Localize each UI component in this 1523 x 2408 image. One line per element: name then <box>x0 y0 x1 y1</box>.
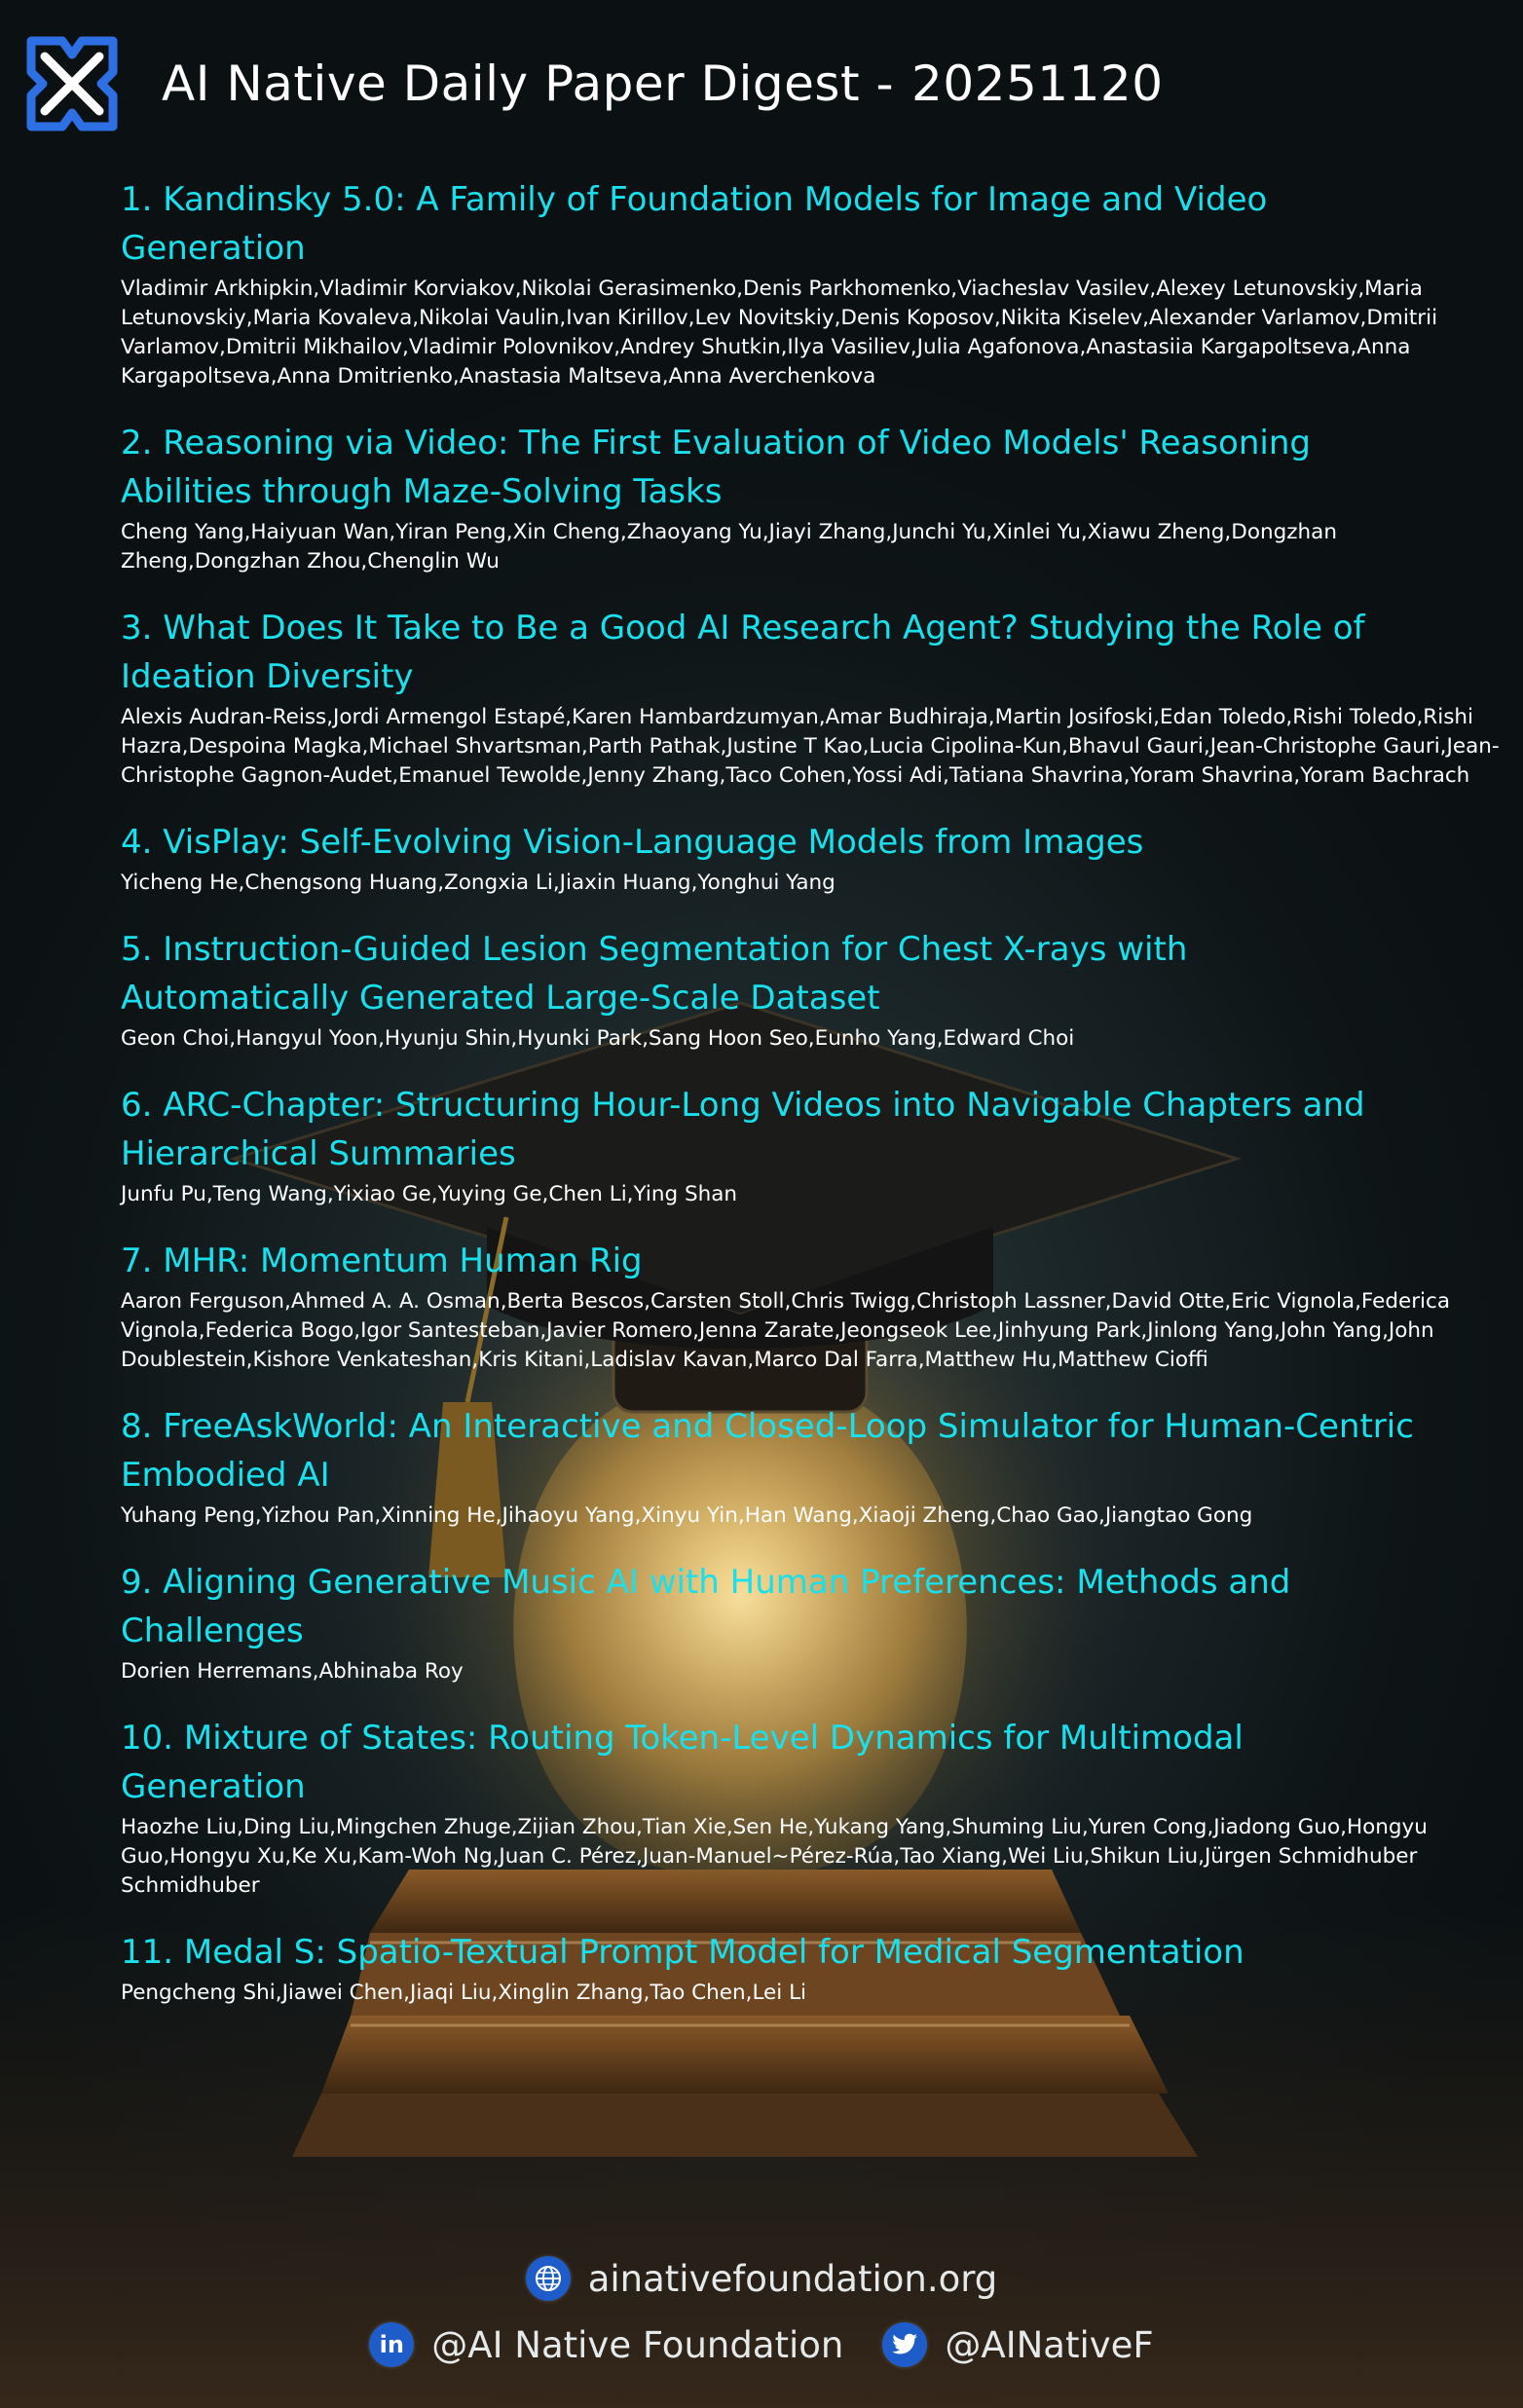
paper-item <box>121 604 1513 791</box>
paper-item <box>121 1714 1513 1901</box>
twitter-icon <box>882 2322 927 2367</box>
website-link[interactable]: ainativefoundation.org <box>587 2257 998 2300</box>
paper-item <box>121 1402 1513 1531</box>
paper-authors: Dorien Herremans,Abhinaba Roy <box>121 1659 464 1684</box>
paper-item <box>121 1237 1513 1375</box>
paper-item <box>121 1558 1513 1686</box>
twitter-link[interactable]: @AINativeF <box>945 2323 1154 2366</box>
paper-authors: Yuhang Peng,Yizhou Pan,Xinning He,Jihaoyu Yang,Xinyu Yin,Han Wang,Xiaoji Zheng,Chao Gao,Jiangtao Gong <box>121 1503 1253 1528</box>
paper-title[interactable]: 10. Mixture of States: Routing Token-Level Dynamics for Multimodal Generation <box>121 1719 1244 1806</box>
paper-title[interactable]: 3. What Does It Take to Be a Good AI Research Agent? Studying the Role of Ideation Diversity <box>121 609 1365 696</box>
title-date: 20251120 <box>911 56 1164 112</box>
paper-authors: Vladimir Arkhipkin,Vladimir Korviakov,Nikolai Gerasimenko,Denis Parkhomenko,Viacheslav Vasilev,Alexey Letunovskiy,Maria Letunovskiy,Maria Kovaleva,Nikolai Vaulin,Ivan Kirillov,Lev Novitskiy,Denis Koposov,Nikita Kiselev,Alexander Varlamov,Dmitrii Varlamov,Dmitrii Mikhailov,Vladimir Polovnikov,Andrey Shutkin,Ilya Vasiliev,Julia Agafonova,Anastasiia Kargapoltseva,Anna Kargapoltseva,Anna Dmitrienko,Anastasia Maltseva,Anna Averchenkova <box>121 277 1438 389</box>
paper-title[interactable]: 8. FreeAskWorld: An Interactive and Closed-Loop Simulator for Human-Centric Embodied AI <box>121 1407 1414 1495</box>
paper-item <box>121 419 1513 576</box>
footer-social-row <box>0 2315 1523 2374</box>
paper-item <box>121 925 1513 1054</box>
paper-authors: Haozhe Liu,Ding Liu,Mingchen Zhuge,Zijian Zhou,Tian Xie,Sen He,Yukang Yang,Shuming Liu,Yuren Cong,Jiadong Guo,Hongyu Guo,Hongyu Xu,Ke Xu,Kam-Woh Ng,Juan C. Pérez,Juan-Manuel~Pérez-Rúa,Tao Xiang,Wei Liu,Shikun Liu,Jürgen Schmidhuber Schmidhuber <box>121 1815 1428 1898</box>
linkedin-icon: in <box>369 2322 414 2367</box>
paper-title[interactable]: 11. Medal S: Spatio-Textual Prompt Model for Medical Segmentation <box>121 1933 1244 1972</box>
paper-item <box>121 818 1513 898</box>
paper-title[interactable]: 4. VisPlay: Self-Evolving Vision-Language Models from Images <box>121 823 1144 862</box>
paper-item <box>121 1081 1513 1209</box>
paper-authors: Geon Choi,Hangyul Yoon,Hyunju Shin,Hyunki Park,Sang Hoon Seo,Eunho Yang,Edward Choi <box>121 1026 1075 1051</box>
title-text: AI Native Daily Paper Digest - <box>162 56 895 112</box>
paper-authors: Alexis Audran-Reiss,Jordi Armengol Estapé,Karen Hambardzumyan,Amar Budhiraja,Martin Josifoski,Edan Toledo,Rishi Toledo,Rishi Hazra,Despoina Magka,Michael Shvartsman,Parth Pathak,Justine T Kao,Lucia Cipolina-Kun,Bhavul Gauri,Jean-Christophe Gauri,Jean-Christophe Gagnon-Audet,Emanuel Tewolde,Jenny Zhang,Taco Cohen,Yossi Adi,Tatiana Shavrina,Yoram Shavrina,Yoram Bachrach <box>121 705 1500 788</box>
paper-authors: Cheng Yang,Haiyuan Wan,Yiran Peng,Xin Cheng,Zhaoyang Yu,Jiayi Zhang,Junchi Yu,Xinlei Yu,Xiawu Zheng,Dongzhan Zheng,Dongzhan Zhou,Chenglin Wu <box>121 520 1337 574</box>
linkedin-link[interactable]: @AI Native Foundation <box>431 2323 844 2366</box>
paper-title[interactable]: 2. Reasoning via Video: The First Evaluation of Video Models' Reasoning Abilities through Maze-Solving Tasks <box>121 424 1311 511</box>
paper-title[interactable]: 7. MHR: Momentum Human Rig <box>121 1241 643 1280</box>
header <box>23 35 1164 132</box>
paper-authors: Aaron Ferguson,Ahmed A. A. Osman,Berta Bescos,Carsten Stoll,Chris Twigg,Christoph Lassner,David Otte,Eric Vignola,Federica Vignola,Federica Bogo,Igor Santesteban,Javier Romero,Jenna Zarate,Jeongseok Lee,Jinhyung Park,Jinlong Yang,John Yang,John Doublestein,Kishore Venkateshan,Kris Kitani,Ladislav Kavan,Marco Dal Farra,Matthew Hu,Matthew Cioffi <box>121 1289 1451 1372</box>
paper-title[interactable]: 9. Aligning Generative Music AI with Human Preferences: Methods and Challenges <box>121 1563 1291 1650</box>
x-logo-icon <box>23 35 121 132</box>
globe-icon <box>526 2256 571 2301</box>
paper-authors: Pengcheng Shi,Jiawei Chen,Jiaqi Liu,Xinglin Zhang,Tao Chen,Lei Li <box>121 1981 807 2005</box>
footer-website-row <box>0 2249 1523 2308</box>
page-title <box>162 56 1164 112</box>
paper-authors: Yicheng He,Chengsong Huang,Zongxia Li,Jiaxin Huang,Yonghui Yang <box>121 871 836 895</box>
footer <box>0 2249 1523 2374</box>
paper-item <box>121 1928 1513 2008</box>
paper-title[interactable]: 5. Instruction-Guided Lesion Segmentation for Chest X-rays with Automatically Generated Large-Scale Dataset <box>121 930 1188 1018</box>
paper-title[interactable]: 1. Kandinsky 5.0: A Family of Foundation Models for Image and Video Generation <box>121 180 1268 268</box>
paper-authors: Junfu Pu,Teng Wang,Yixiao Ge,Yuying Ge,Chen Li,Ying Shan <box>121 1182 738 1206</box>
paper-title[interactable]: 6. ARC-Chapter: Structuring Hour-Long Videos into Navigable Chapters and Hierarchical Summaries <box>121 1086 1365 1173</box>
paper-list <box>121 175 1513 2035</box>
paper-item <box>121 175 1513 391</box>
